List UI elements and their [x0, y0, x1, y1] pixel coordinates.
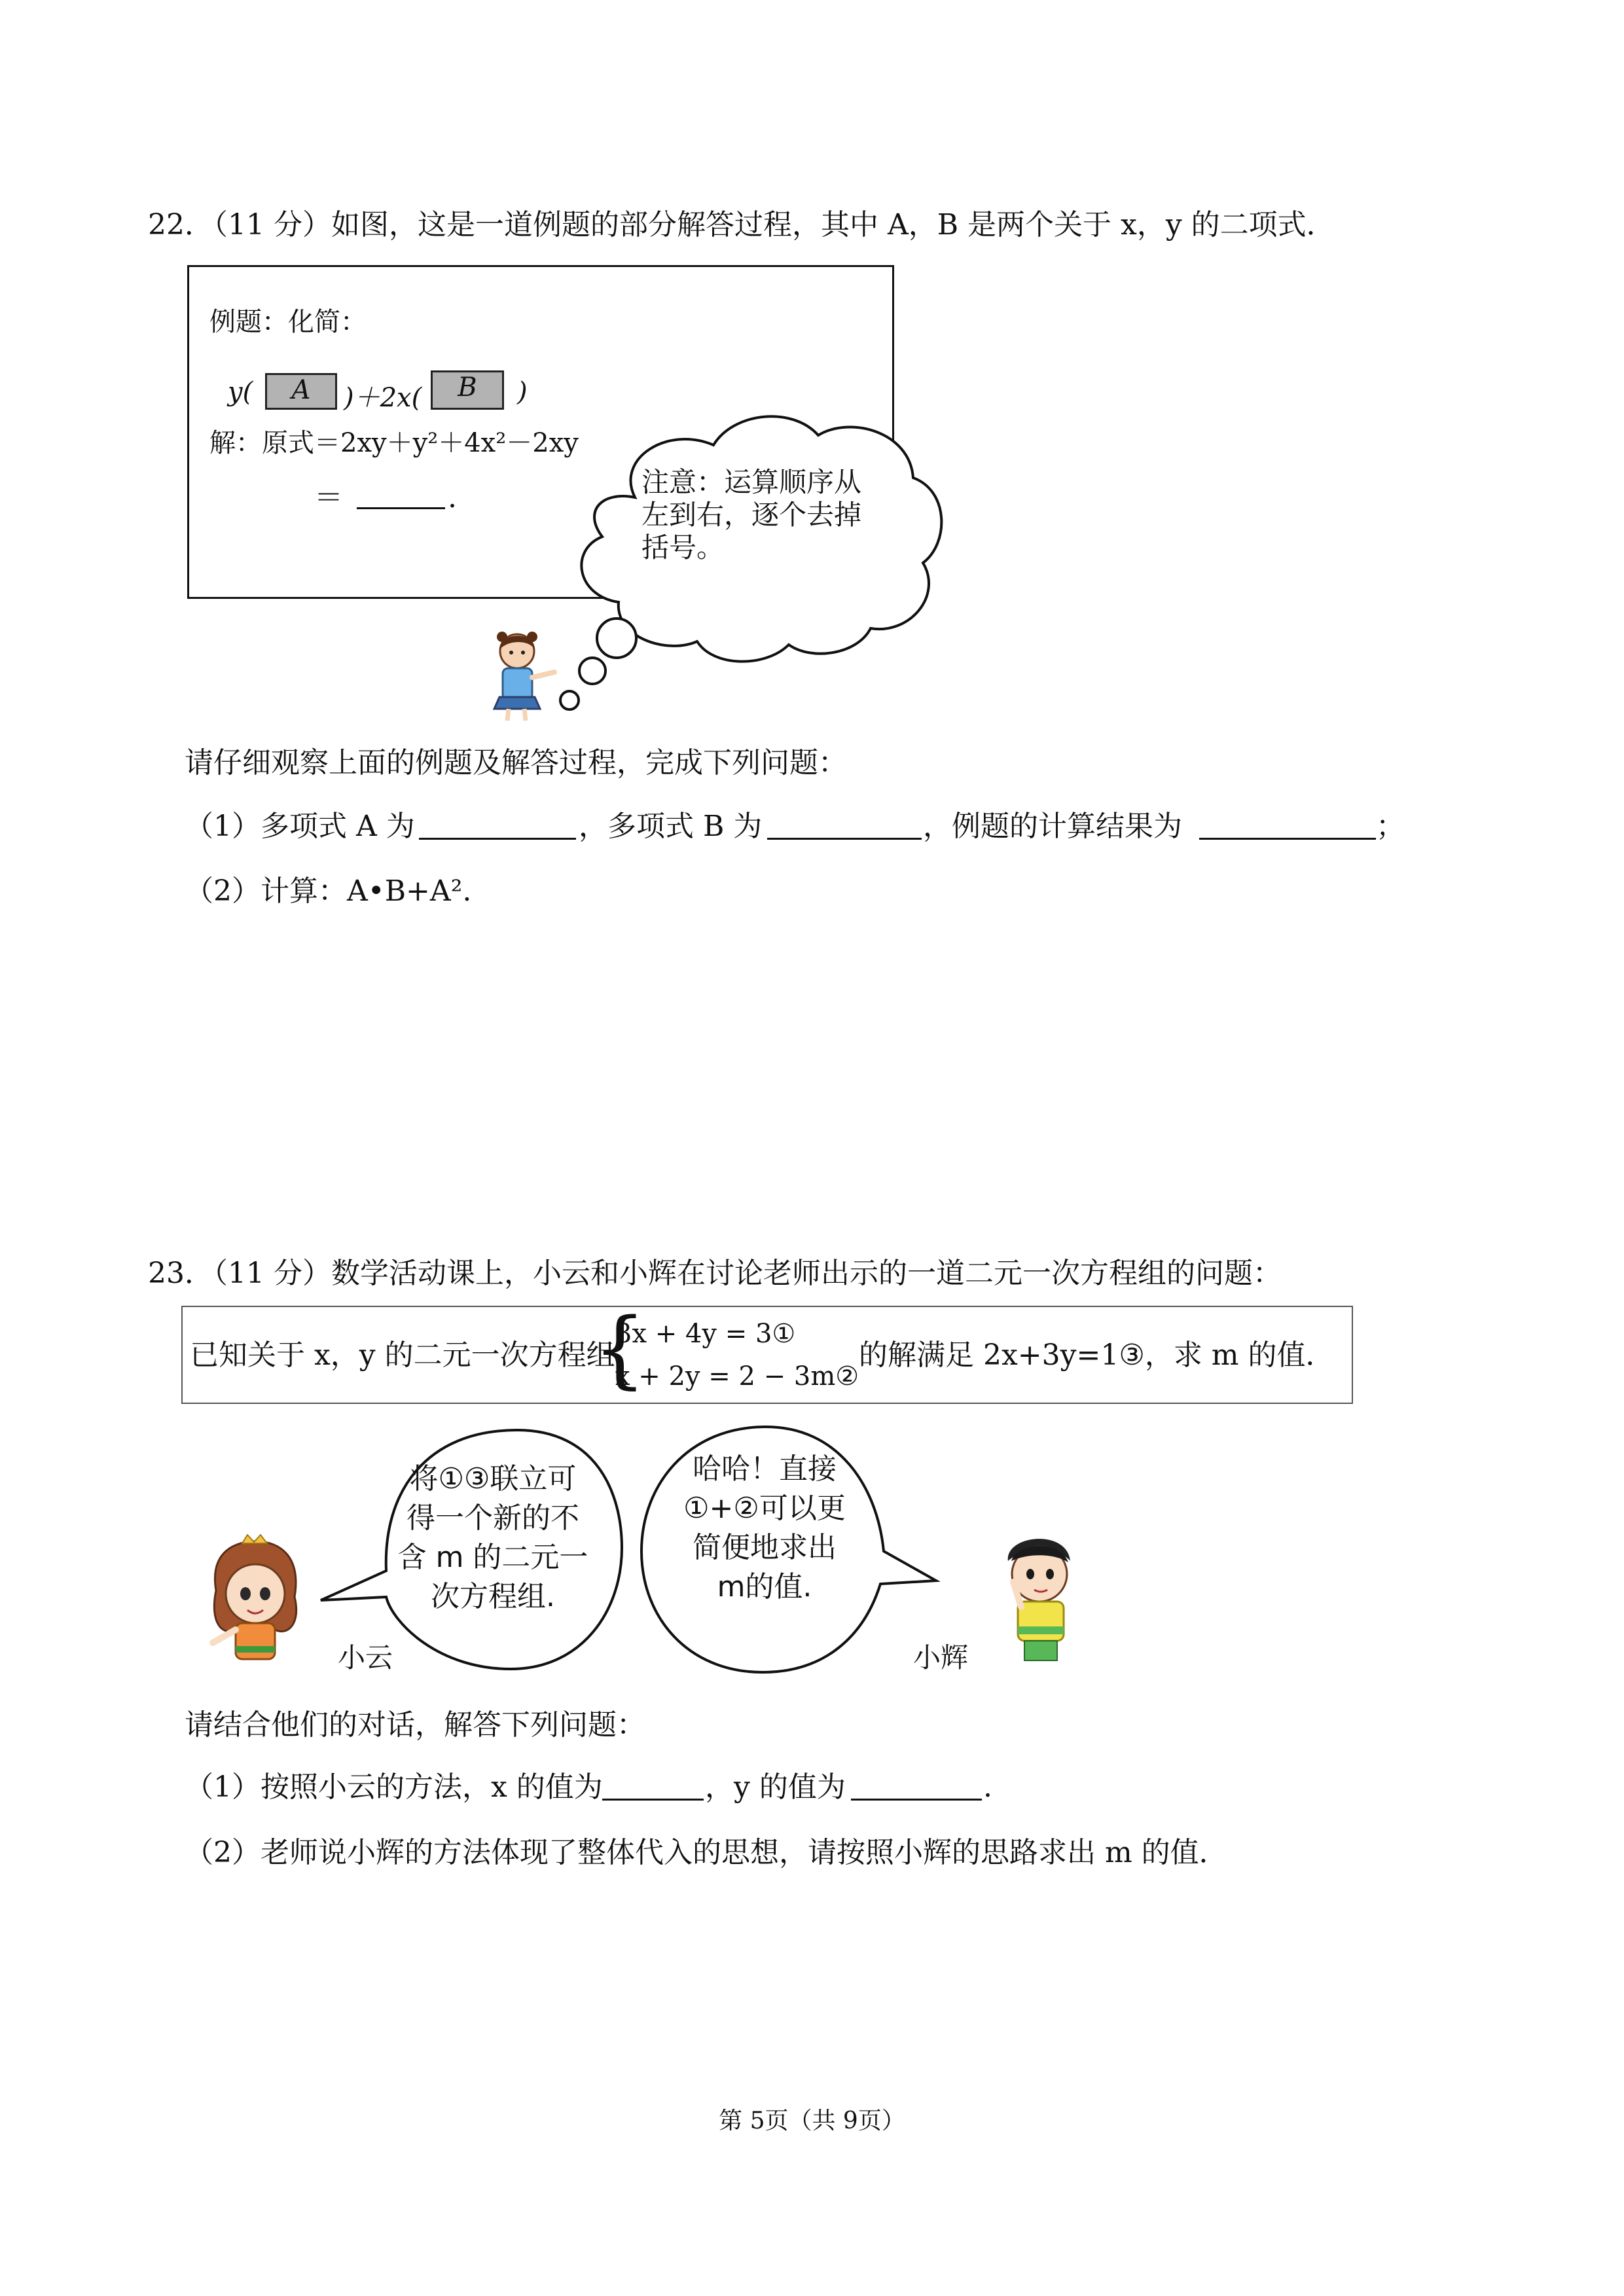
q22-part1-c: ，例题的计算结果为 [923, 810, 1182, 843]
girl-cartoon-icon [481, 625, 560, 723]
q23-blank-y[interactable] [851, 1799, 982, 1801]
q22-solution-line: 解：原式＝2xy＋y²＋4x²－2xy [209, 428, 579, 458]
q23-blank-x[interactable] [602, 1799, 704, 1801]
q23-part1-a: （1）按照小云的方法，x 的值为 [185, 1770, 603, 1804]
q22-example-title: 例题：化简： [209, 307, 367, 337]
q22-box-a: A [265, 373, 337, 410]
bubble-left-text: 将①③联立可 得一个新的不 含 m 的二元一 次方程组. [397, 1462, 588, 1613]
q22-header: 22．（11 分）如图，这是一道例题的部分解答过程，其中 A，B 是两个关于 x，y 的二项式． [148, 208, 1335, 242]
name-xiaoyun: 小云 [338, 1641, 393, 1674]
q22-part1-b: ，多项式 B 为 [579, 810, 763, 843]
q22-part1-end: ； [1376, 810, 1405, 843]
name-xiaohui: 小辉 [913, 1641, 969, 1674]
thought-bubble-text: 注意：运算顺序从 左到右，逐个去掉 括号。 [641, 466, 862, 564]
q22-expr-y: y( [228, 377, 253, 407]
q23-box-prefix: 已知关于 x，y 的二元一次方程组 [190, 1338, 615, 1372]
q22-equals-blank[interactable] [357, 507, 445, 509]
q23-eq2: x + 2y = 2 − 3m② [615, 1361, 859, 1391]
q22-blank-result[interactable] [1199, 838, 1376, 840]
q23-eq1: 3x + 4y = 3① [615, 1319, 796, 1349]
boy-xiaohui-icon [982, 1522, 1093, 1666]
q23-brace: { [593, 1300, 647, 1398]
page-footer: 第 5页（共 9页） [719, 2108, 905, 2134]
q22-part1-a: （1）多项式 A 为 [185, 810, 415, 843]
q22-box-b: B [431, 370, 504, 410]
q23-header: 23．（11 分）数学活动课上，小云和小辉在讨论老师出示的一道二元一次方程组的问题： [148, 1257, 1282, 1290]
q23-box-suffix: 的解满足 2x+3y=1③，求 m 的值． [859, 1338, 1335, 1372]
q22-expr-close: ) [517, 377, 528, 407]
q23-part1-b: ，y 的值为 [705, 1770, 846, 1804]
q22-part2: （2）计算：A•B+A². [185, 874, 472, 908]
q23-part2: （2）老师说小辉的方法体现了整体代入的思想，请按照小辉的思路求出 m 的值． [185, 1836, 1228, 1869]
q23-instruction: 请结合他们的对话，解答下列问题： [185, 1708, 645, 1742]
girl-xiaoyun-icon [196, 1532, 314, 1669]
q22-equals-end: . [448, 481, 457, 514]
q23-part1-end: . [983, 1770, 992, 1804]
q22-equals: ＝ [314, 481, 343, 514]
bubble-right-text: 哈哈！直接 ①+②可以更 简便地求出 m的值. [683, 1452, 846, 1604]
q22-blank-a[interactable] [419, 838, 576, 840]
q22-expr-plus: )＋2x( [344, 383, 422, 413]
q22-blank-b[interactable] [767, 838, 922, 840]
q22-instruction: 请仔细观察上面的例题及解答过程，完成下列问题： [185, 746, 847, 780]
